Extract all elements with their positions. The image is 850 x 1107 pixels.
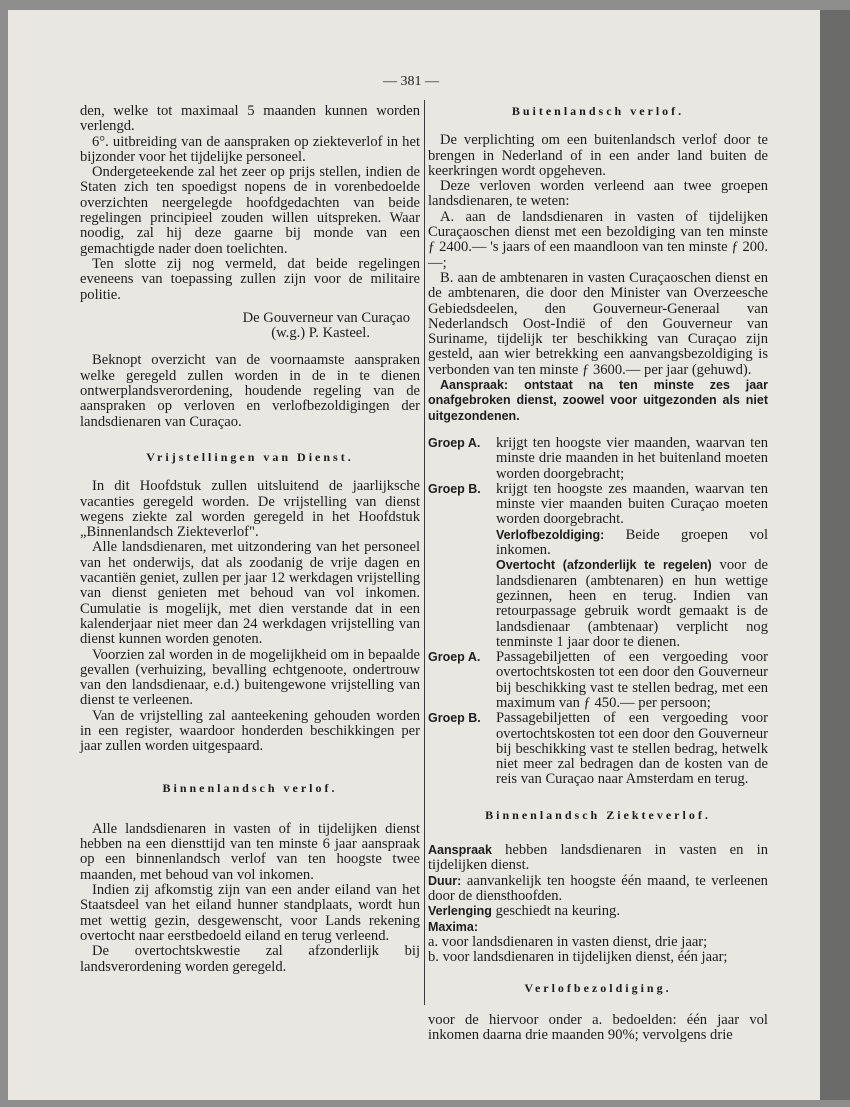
verlofbezoldiging-label: Verlofbezoldiging: xyxy=(496,527,605,542)
group-a-definition: A. aan de landsdienaren in vasten of tijdelijken Curaçaoschen dienst met een bezoldiging van ten minste ƒ 2400.— 's jaars of een maandloon van ten minste ƒ 200.—; xyxy=(428,208,768,271)
groep-a-text: krijgt ten hoogste vier maanden, waarvan ten minste drie maanden in het buitenland moeten worden doorgebracht; xyxy=(496,434,768,482)
binnenlandsch-para-2: Indien zij afkomstig zijn van een ander eiland van het Staatsdeel van het eiland hunner standplaats, wordt hun met wettig gezin, desgewenscht, voor Lands rekening overtocht naar eerstbedoeld eiland en terug verleend. xyxy=(80,882,420,944)
aanspraak-text: ontstaat na ten minste zes jaar onafgebroken dienst, zoowel voor uitgezonden als niet uitgezondenen. xyxy=(428,378,768,423)
summary-paragraph: Beknopt overzicht van de voornaamste aanspraken welke geregeld zullen worden in de in te dienen ontwerplandsverordening, houdende regeling van de aanspraken op verloven en verlofbezoldigingen der landsdienaren van Curaçao. xyxy=(80,352,420,430)
groep-a2-label: Groep A. xyxy=(428,650,481,665)
groep-b2-text: Passagebiljetten of een vergoeding voor overtochtskosten tot een door den Gouverneur bij beschikking vast te stellen bedrag, hetwelk niet meer zal bedragen dan de kosten van de reis van Curaçao naar Amsterdam en terug. xyxy=(496,710,768,788)
overtocht-text: voor de landsdienaren (ambtenaren) en hun wettige gezinnen, heen en terug. Indien van retourpassage gebruik wordt gemaakt is de landsdienaar (ambtenaar) verplicht nog tenminste 1 jaar door te dienen. xyxy=(496,557,768,650)
right-column xyxy=(428,104,768,1043)
groep-a-entry xyxy=(428,436,768,482)
maxima-b: b. voor landsdienaren in tijdelijken dienst, één jaar; xyxy=(428,949,728,966)
buitenlandsch-intro: De verplichting om een buitenlandsch verlof door te brengen in Nederland of in een ander land buiten de keerkringen wordt opgeheven. xyxy=(428,132,768,179)
left-column xyxy=(80,104,420,975)
intro-line-3: Ondergeteekende zal het zeer op prijs stellen, indien de Staten zich ten spoedigst nopens de in vorenbedoelde overzichten neergelegde hoofdgedachten van beide regelingen principieel zouden willen uitspreken. Waar noodig, zal hij deze gaarne bij monde van een gemachtigde nader doen toelichten. xyxy=(80,164,420,257)
groep-a2-entry xyxy=(428,650,768,711)
groep-b2-label: Groep B. xyxy=(428,711,481,726)
overtocht-paragraph xyxy=(428,558,768,650)
ziek-aanspraak-text: hebben landsdienaren in vasten en in tijdelijken dienst. xyxy=(428,842,768,874)
verlenging-paragraph xyxy=(428,904,768,919)
verloven-intro: Deze verloven worden verleend aan twee groepen landsdienaren, te weten: xyxy=(428,178,768,210)
verlofbezoldiging-text: Beide groepen vol inkomen. xyxy=(496,526,768,559)
groep-a2-text: Passagebiljetten of een vergoeding voor overtochtskosten tot een door den Gouverneur bij beschikking vast te stellen bedrag, met een maximum van ƒ 450.— per persoon; xyxy=(496,649,768,711)
duur-paragraph xyxy=(428,874,768,905)
groep-a-label: Groep A. xyxy=(428,435,481,450)
ziek-aanspraak-paragraph xyxy=(428,843,768,874)
maxima-label: Maxima: xyxy=(428,919,479,934)
heading-binnenlandsch: Binnenlandsch verlof. xyxy=(162,780,338,795)
heading-ziekteverlof: Binnenlandsch Ziekteverlof. xyxy=(485,807,711,822)
verlofbezoldiging-line xyxy=(428,528,768,559)
overtocht-label: Overtocht (afzonderlijk te regelen) xyxy=(496,558,712,573)
verlenging-label: Verlenging xyxy=(428,904,492,919)
group-b-definition: B. aan de ambtenaren in vasten Curaçaoschen dienst en de ambtenaren, die door den Minister van Overzeesche Gebiedsdeelen, den Gouverneur-Generaal van Nederlandsch Oost-Indië of den Gouverneur van Suriname, tijdelijk ter beschikking van Curaçao zijn gesteld, aan wier betrekking een aanvangsbezoldiging is verbonden van ten minste ƒ 3600.— per jaar (gehuwd). xyxy=(428,269,768,378)
vrijstellingen-para-3: Voorzien zal worden in de mogelijkheid om in bepaalde gevallen (verhuizing, bevalling echtgenoote, ondertrouw van den landsdienaar, e.d.) buitengewone vrijstelling van dienst te verleenen. xyxy=(80,646,420,709)
column-divider xyxy=(424,100,425,1005)
groep-b-text: krijgt ten hoogste zes maanden, waarvan ten minste vier maanden buiten Curaçao moeten worden doorgebracht. xyxy=(496,480,768,528)
groep-b2-entry xyxy=(428,711,768,787)
verlenging-text: geschiedt na keuring. xyxy=(495,903,620,920)
heading-buitenlandsch: Buitenlandsch verlof. xyxy=(511,104,685,118)
verlofbezoldiging-paragraph: voor de hiervoor onder a. bedoelden: één jaar vol inkomen daarna drie maanden 90%; vervolgens drie xyxy=(428,1011,768,1044)
duur-label: Duur: xyxy=(428,873,462,888)
intro-line-2: 6°. uitbreiding van de aanspraken op ziekteverlof in het bijzonder voor het tijdelijke personeel. xyxy=(80,133,420,165)
intro-line-4: Ten slotte zij nog vermeld, dat beide regelingen eveneens van toepassing zullen zijn voor de militaire politie. xyxy=(80,255,420,303)
binnenlandsch-para-3: De overtochtskwestie zal afzonderlijk bij landsverordening worden geregeld. xyxy=(80,943,420,975)
aanspraak-label: Aanspraak: xyxy=(440,378,509,393)
binnenlandsch-para-1: Alle landsdienaren in vasten of in tijdelijken dienst hebben na een diensttijd van ten minste 6 jaar aanspraak op een binnenlandsch verlof van ten hoogste twee maanden, met behoud van vol inkomen. xyxy=(80,820,420,883)
maxima-a: a. voor landsdienaren in vasten dienst, drie jaar; xyxy=(428,933,708,950)
page-number: — 381 — xyxy=(383,74,439,89)
duur-text: aanvankelijk ten hoogste één maand, te verleenen door de diensthoofden. xyxy=(428,872,768,904)
signature-title: De Gouverneur van Curaçao xyxy=(242,309,410,326)
heading-verlofbezoldiging: Verlofbezoldiging. xyxy=(524,981,672,996)
scan-edge xyxy=(820,10,850,1100)
intro-line-1: den, welke tot maximaal 5 maanden kunnen worden verlengd. xyxy=(80,103,420,135)
groep-b-label: Groep B. xyxy=(428,481,481,496)
vrijstellingen-para-4: Van de vrijstelling zal aanteekening gehouden worden in een register, waardoor honderden beschikkingen per jaar zullen worden uitgespaard. xyxy=(80,707,420,755)
heading-vrijstellingen: Vrijstellingen van Dienst. xyxy=(146,449,354,464)
vrijstellingen-para-2: Alle landsdienaren, met uitzondering van het personeel van het onderwijs, dat als zoodanig de vrije dagen en vacantiën geniet, zullen per jaar 12 werkdagen vrijstelling van dienst genieten met behoud van vol inkomen. Cumulatie is mogelijk, met dien verstande dat in een kalenderjaar niet meer dan 24 werkdagen vrijstelling van dienst kunnen worden genoten. xyxy=(80,539,420,648)
aanspraak-paragraph xyxy=(428,378,768,424)
groep-b-entry xyxy=(428,482,768,528)
signature-name: (w.g.) P. Kasteel. xyxy=(271,325,370,342)
ziek-aanspraak-label: Aanspraak xyxy=(428,843,492,858)
vrijstellingen-para-1: In dit Hoofdstuk zullen uitsluitend de jaarlijksche vacanties geregeld worden. De vrijstelling van dienst wegens ziekte zal worden geregeld in het Hoofdstuk „Binnenlandsch Ziekteverlof". xyxy=(80,478,420,541)
